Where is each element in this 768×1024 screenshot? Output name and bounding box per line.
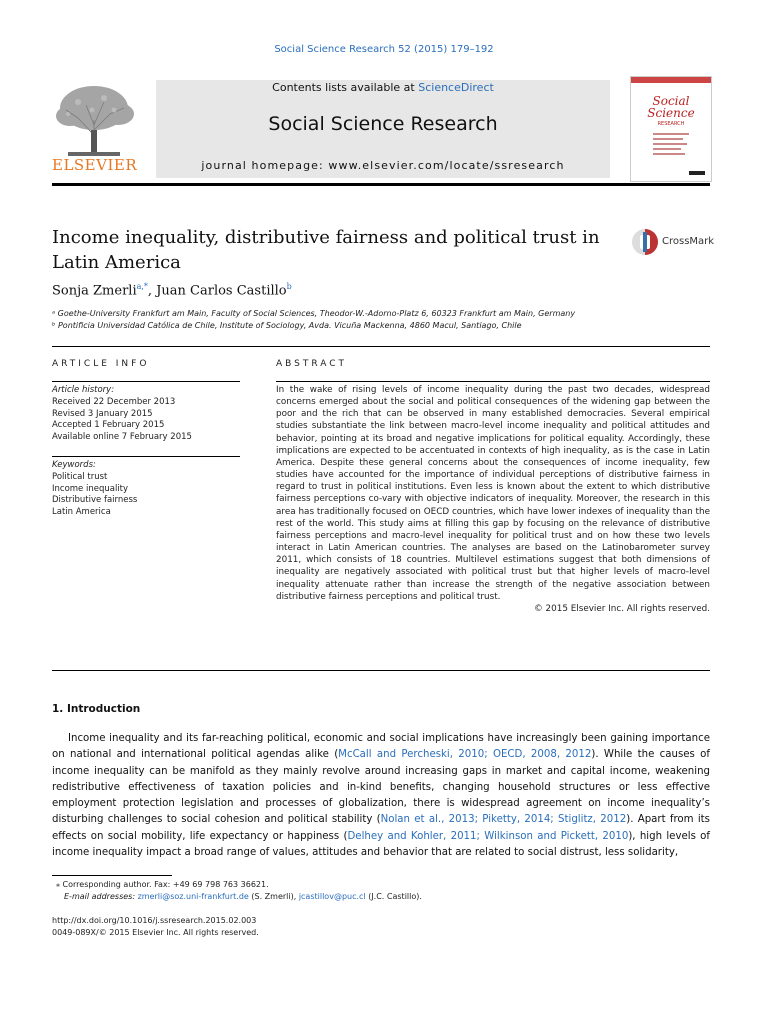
intro-text: ). While the causes of income inequality can be manifold as they mainly revolve around increasing gaps in market and capital income, weakening redistributive effectiveness of taxation policies and in-kind benefits, changing household structures or less effective employment protection legislation and processes of globalization, there is widespread agreement on income inequality’s disturbing challenges to social cohesion and political stability ( xyxy=(52,749,710,826)
author-name: Sonja Zmerli xyxy=(52,283,137,299)
author-name: Juan Carlos Castillo xyxy=(156,283,287,299)
affiliation-b: ᵇ Pontificia Universidad Católica de Chile, Institute of Sociology, Avda. Vicuña Mackenna, 4860 Macul, Santiago, Chile xyxy=(52,321,522,330)
journal-cover-thumbnail[interactable] xyxy=(630,76,712,182)
sciencedirect-link[interactable]: ScienceDirect xyxy=(418,81,494,94)
article-title: Income inequality, distributive fairness and political trust in Latin America xyxy=(52,227,600,273)
abstract-rule xyxy=(276,381,710,382)
section-heading-introduction: 1. Introduction xyxy=(52,703,141,715)
keywords-rule xyxy=(52,456,240,457)
abstract-text: In the wake of rising levels of income inequality during the past two decades, widespread concerns emerged about the social and political consequences of the widening gap between the poor and the rich that can be observed in many established democracies. Several empirical studies substantiate the link between macro-level income inequality and political attitudes and behavior, pointing at its broad and negative implications for political equality. Accordingly, these implications are expected to be accentuated in contexts of high inequality, as is the case in Latin America. Despite these general concerns about the consequences of income inequality, few studies have accounted for the importance of individual perceptions of distributive fairness in regard to trust in political institutions. Even less is known about the extent to which distributive fairness perceptions co-vary with objective indicators of inequality. Moreover, the research in this area has traditionally focused on OECD countries, which have lower indexes of inequality than the rest of the world. This study aims at filling this gap by focusing on the relevance of distributive fairness perceptions and macro-level inequality for political trust and on how these two levels interact in Latin American countries. The analyses are based on the Latinobarometer survey 2011, which consists of 18 countries. Multilevel estimations suggest that both dimensions of inequality are negatively associated with political trust but that higher levels of macro-level inequality attenuate rather than increase the strength of the negative association between distributive fairness perceptions and political trust. xyxy=(276,385,710,602)
introduction-body xyxy=(52,731,710,861)
keyword-item: Income inequality xyxy=(52,483,129,494)
journal-citation-link[interactable]: Social Science Research 52 (2015) 179–192 xyxy=(274,44,494,55)
citation-link[interactable]: McCall and Percheski, 2010; OECD, 2008, 2012 xyxy=(338,749,592,761)
author-separator: , xyxy=(147,283,157,299)
citation-link[interactable]: Nolan et al., 2013; Piketty, 2014; Stiglitz, 2012 xyxy=(380,814,627,826)
keywords-block xyxy=(52,460,240,519)
article-history xyxy=(52,385,240,444)
affiliation-a: ᵃ Goethe-University Frankfurt am Main, Faculty of Social Sciences, Theodor-W.-Adorno-Platz 6, 60323 Frankfurt am Main, Germany xyxy=(52,309,576,318)
author-affiliation-marker[interactable]: b xyxy=(286,282,292,291)
footnote-rule xyxy=(52,875,172,876)
email-owner: (S. Zmerli), xyxy=(248,892,299,901)
author-affiliation-marker[interactable]: a,* xyxy=(136,282,148,291)
abstract-body xyxy=(276,384,710,615)
citation-link[interactable]: Delhey and Kohler, 2011; Wilkinson and Pickett, 2010 xyxy=(347,830,629,842)
crossmark-icon xyxy=(630,228,660,256)
introduction-paragraph xyxy=(52,731,710,861)
keyword-item: Latin America xyxy=(52,507,111,518)
svg-text:RESEARCH: RESEARCH xyxy=(657,121,685,127)
history-item: Revised 3 January 2015 xyxy=(52,408,153,419)
intro-text: Income inequality and its far-reaching political, economic and social implications have increasingly been gaining importance on national and international political agendas alike ( xyxy=(52,733,710,761)
intro-text: ). Apart from its effects on social mobility, life expectancy or happiness ( xyxy=(52,814,710,842)
history-item: Received 22 December 2013 xyxy=(52,396,176,407)
issn-copyright: 0049-089X/© 2015 Elsevier Inc. All rights reserved. xyxy=(52,928,259,937)
abstract-copyright: © 2015 Elsevier Inc. All rights reserved. xyxy=(533,603,710,614)
intro-text: ), high levels of income inequality impact a broad range of values, attitudes and behavior that are related to social distrust, less solidarity, xyxy=(52,830,710,859)
doi-link[interactable]: http://dx.doi.org/10.1016/j.ssresearch.2015.02.003 xyxy=(52,916,257,925)
crossmark-badge[interactable] xyxy=(630,228,720,256)
history-item: Accepted 1 February 2015 xyxy=(52,420,165,431)
journal-homepage[interactable]: journal homepage: www.elsevier.com/locate/ssresearch xyxy=(201,159,565,172)
corresponding-author-note: ⁎ Corresponding author. Fax: +49 69 798 763 36621. xyxy=(56,880,269,889)
contents-line xyxy=(156,81,610,94)
journal-title: Social Science Research xyxy=(268,113,498,135)
article-history-label: Article history: xyxy=(52,385,115,395)
email-link[interactable]: jcastillov@puc.cl xyxy=(298,892,366,901)
abstract-bottom-rule xyxy=(52,670,710,671)
affiliation-rule xyxy=(52,346,710,347)
svg-text:Science: Science xyxy=(647,106,695,120)
keyword-item: Political trust xyxy=(52,471,108,482)
history-item: Available online 7 February 2015 xyxy=(52,432,192,443)
header-rule xyxy=(52,183,710,186)
abstract-heading: ABSTRACT xyxy=(276,359,348,369)
email-label: E-mail addresses: xyxy=(64,892,138,901)
email-owner: (J.C. Castillo). xyxy=(365,892,422,901)
email-note xyxy=(64,892,422,901)
email-link[interactable]: zmerli@soz.uni-frankfurt.de xyxy=(137,892,249,901)
keyword-item: Distributive fairness xyxy=(52,495,138,506)
contents-prefix: Contents lists available at xyxy=(272,81,419,94)
keywords-label: Keywords: xyxy=(52,460,96,470)
elsevier-wordmark: ELSEVIER xyxy=(52,156,138,174)
crossmark-label: CrossMark xyxy=(662,236,715,247)
author-list xyxy=(52,282,292,298)
article-info-rule xyxy=(52,381,240,382)
article-info-heading: ARTICLE INFO xyxy=(52,359,150,369)
svg-text:Social: Social xyxy=(652,94,690,108)
